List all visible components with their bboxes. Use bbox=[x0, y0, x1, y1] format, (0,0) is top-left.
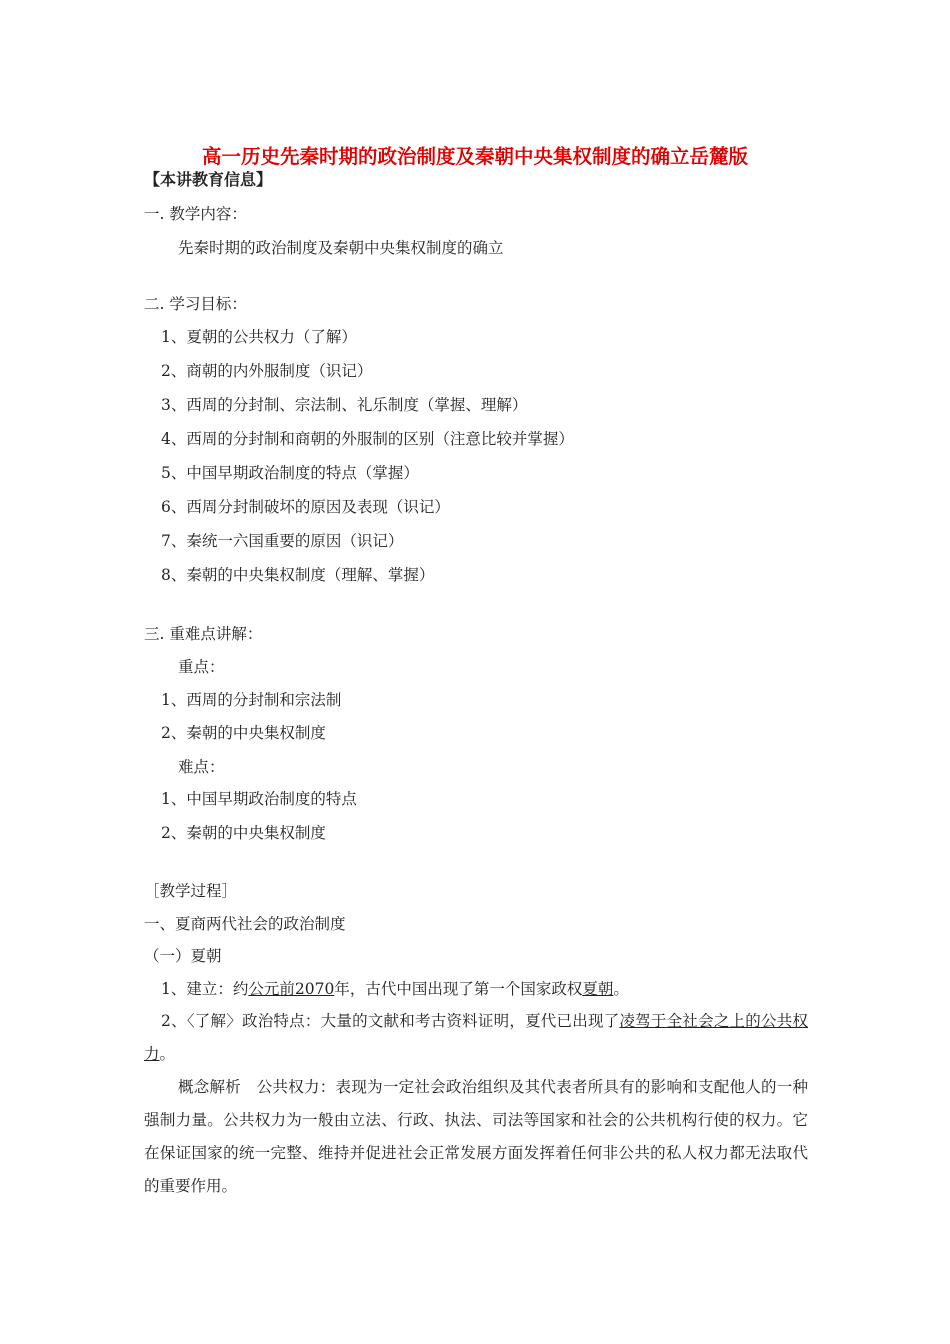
goal-item: 4、西周的分封制和商朝的外服制的区别（注意比较并掌握） bbox=[161, 430, 574, 448]
goal-item: 2、商朝的内外服制度（识记） bbox=[161, 362, 373, 380]
p2-underline-2: 公共权力 bbox=[144, 1012, 808, 1063]
process-paragraph-1 bbox=[161, 979, 629, 999]
goal-item: 8、秦朝的中央集权制度（理解、掌握） bbox=[161, 566, 435, 584]
section2-heading: 二. 学习目标： bbox=[144, 295, 247, 313]
process-label: ［教学过程］ bbox=[144, 882, 238, 900]
difficult-point-item: 1、中国早期政治制度的特点 bbox=[161, 790, 357, 808]
key-point-item: 2、秦朝的中央集权制度 bbox=[161, 724, 326, 742]
p2-text-d: 。 bbox=[159, 1045, 176, 1063]
concept-paragraph: 概念解析 公共权力：表现为一定社会政治组织及其代表者所具有的影响和支配他人的一种强制力量。公共权力为一般由立法、行政、执法、司法等国家和社会的公共机构行使的权力。它在保证国家的统一完整、维持并促进社会正常发展方面发挥着任何非公共的私人权力都无法取代的重要作用。 bbox=[144, 1078, 808, 1195]
p2-text-a: 2、〈了解〉政治特点：大量的文献和考古资料证明，夏代已出现了 bbox=[161, 1012, 620, 1030]
p1-dynasty: 夏朝 bbox=[582, 980, 614, 998]
p1-text-a: 1、建立：约 bbox=[161, 980, 249, 998]
document-title: 高一历史先秦时期的政治制度及秦朝中央集权制度的确立岳麓版 bbox=[201, 145, 748, 168]
goal-item: 3、西周的分封制、宗法制、礼乐制度（掌握、理解） bbox=[161, 396, 528, 414]
info-header: 【本讲教育信息】 bbox=[144, 170, 273, 189]
section3-heading: 三. 重难点讲解： bbox=[144, 625, 263, 643]
p1-date: 公元前2070 bbox=[248, 980, 335, 998]
difficult-point-item: 2、秦朝的中央集权制度 bbox=[161, 824, 326, 842]
goal-item: 5、中国早期政治制度的特点（掌握） bbox=[161, 464, 419, 482]
sub1-heading: （一）夏朝 bbox=[144, 947, 222, 965]
goal-item: 1、夏朝的公共权力（了解） bbox=[161, 328, 357, 346]
p1-text-c: 年，古代中国出现了第一个国家政权 bbox=[334, 980, 583, 998]
goal-item: 6、西周分封制破坏的原因及表现（识记） bbox=[161, 498, 450, 516]
p2-underline-1: 凌驾于全社会之上的 bbox=[619, 1012, 762, 1030]
section1-content: 先秦时期的政治制度及秦朝中央集权制度的确立 bbox=[178, 239, 504, 257]
key-points-label: 重点： bbox=[178, 658, 225, 676]
section1-heading: 一. 教学内容： bbox=[144, 205, 247, 223]
goal-item: 7、秦统一六国重要的原因（识记） bbox=[161, 532, 404, 550]
difficult-points-label: 难点： bbox=[178, 758, 225, 776]
process-paragraph-2 bbox=[144, 1005, 808, 1071]
key-point-item: 1、西周的分封制和宗法制 bbox=[161, 691, 342, 709]
part1-heading: 一、夏商两代社会的政治制度 bbox=[144, 915, 346, 933]
p1-text-e: 。 bbox=[613, 980, 629, 998]
